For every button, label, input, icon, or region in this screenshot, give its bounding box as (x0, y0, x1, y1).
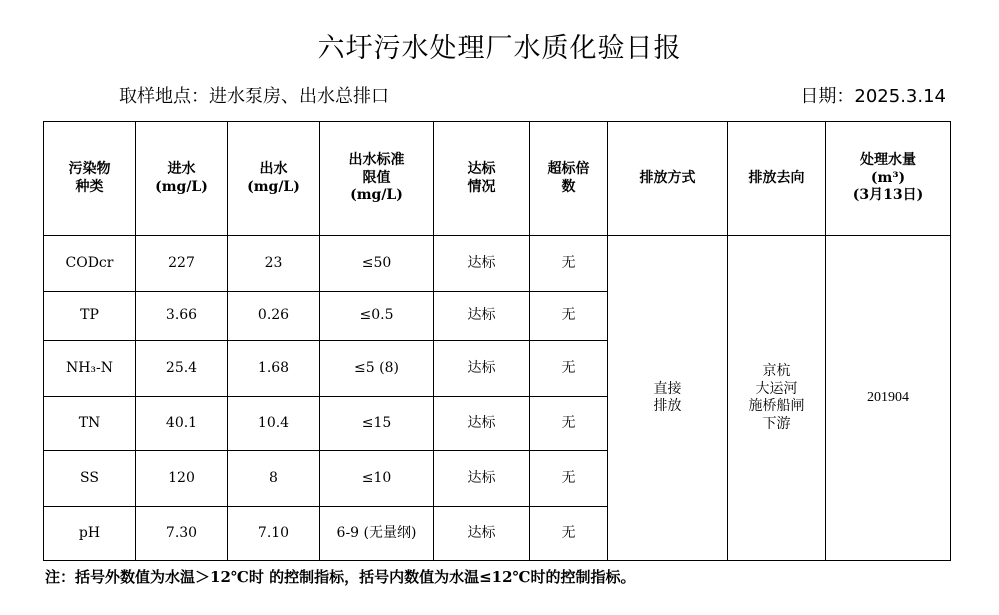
header-volume: 处理水量 (m³) (3月13日) (826, 122, 951, 236)
compliance-status: 达标 (434, 341, 530, 397)
discharge-method-cell: 直接 排放 (608, 236, 728, 561)
outflow-value: 10.4 (228, 397, 320, 451)
limit-value: 6-9 (无量纲) (320, 507, 434, 561)
discharge-dest-cell: 京杭 大运河 施桥船闸 下游 (728, 236, 826, 561)
compliance-status: 达标 (434, 507, 530, 561)
inflow-value: 7.30 (136, 507, 228, 561)
outflow-value: 0.26 (228, 292, 320, 341)
compliance-status: 达标 (434, 451, 530, 507)
treated-volume: 201904 (826, 236, 951, 561)
limit-value: ≤10 (320, 451, 434, 507)
exceed-multiple: 无 (530, 341, 608, 397)
pollutant-name: TN (44, 397, 136, 451)
limit-value: ≤0.5 (320, 292, 434, 341)
limit-value: ≤50 (320, 236, 434, 292)
header-limit: 出水标准 限值 (mg/L) (320, 122, 434, 236)
inflow-value: 3.66 (136, 292, 228, 341)
inflow-value: 120 (136, 451, 228, 507)
outflow-value: 23 (228, 236, 320, 292)
report-date: 日期：2025.3.14 (800, 86, 946, 107)
pollutant-name: NH₃-N (44, 341, 136, 397)
header-exceed: 超标倍 数 (530, 122, 608, 236)
outflow-value: 1.68 (228, 341, 320, 397)
exceed-multiple: 无 (530, 451, 608, 507)
header-inflow: 进水 (mg/L) (136, 122, 228, 236)
sampling-location: 取样地点：进水泵房、出水总排口 (119, 86, 389, 107)
limit-value: ≤5 (8) (320, 341, 434, 397)
outflow-value: 8 (228, 451, 320, 507)
table-header-row (44, 122, 951, 236)
exceed-multiple: 无 (530, 292, 608, 341)
header-pollutant: 污染物 种类 (44, 122, 136, 236)
inflow-value: 227 (136, 236, 228, 292)
inflow-value: 40.1 (136, 397, 228, 451)
exceed-multiple: 无 (530, 397, 608, 451)
table-row (44, 236, 951, 292)
outflow-value: 7.10 (228, 507, 320, 561)
header-outflow: 出水 (mg/L) (228, 122, 320, 236)
exceed-multiple: 无 (530, 507, 608, 561)
water-quality-table (43, 121, 951, 561)
inflow-value: 25.4 (136, 341, 228, 397)
limit-value: ≤15 (320, 397, 434, 451)
pollutant-name: TP (44, 292, 136, 341)
header-discharge-dest: 排放去向 (728, 122, 826, 236)
pollutant-name: SS (44, 451, 136, 507)
compliance-status: 达标 (434, 236, 530, 292)
header-compliance: 达标 情况 (434, 122, 530, 236)
report-title: 六圩污水处理厂水质化验日报 (317, 33, 682, 64)
header-discharge-method: 排放方式 (608, 122, 728, 236)
pollutant-name: CODcr (44, 236, 136, 292)
compliance-status: 达标 (434, 292, 530, 341)
footnote: 注：括号外数值为水温＞12℃时 的控制指标，括号内数值为水温≤12℃时的控制指标。 (45, 568, 636, 586)
exceed-multiple: 无 (530, 236, 608, 292)
pollutant-name: pH (44, 507, 136, 561)
compliance-status: 达标 (434, 397, 530, 451)
